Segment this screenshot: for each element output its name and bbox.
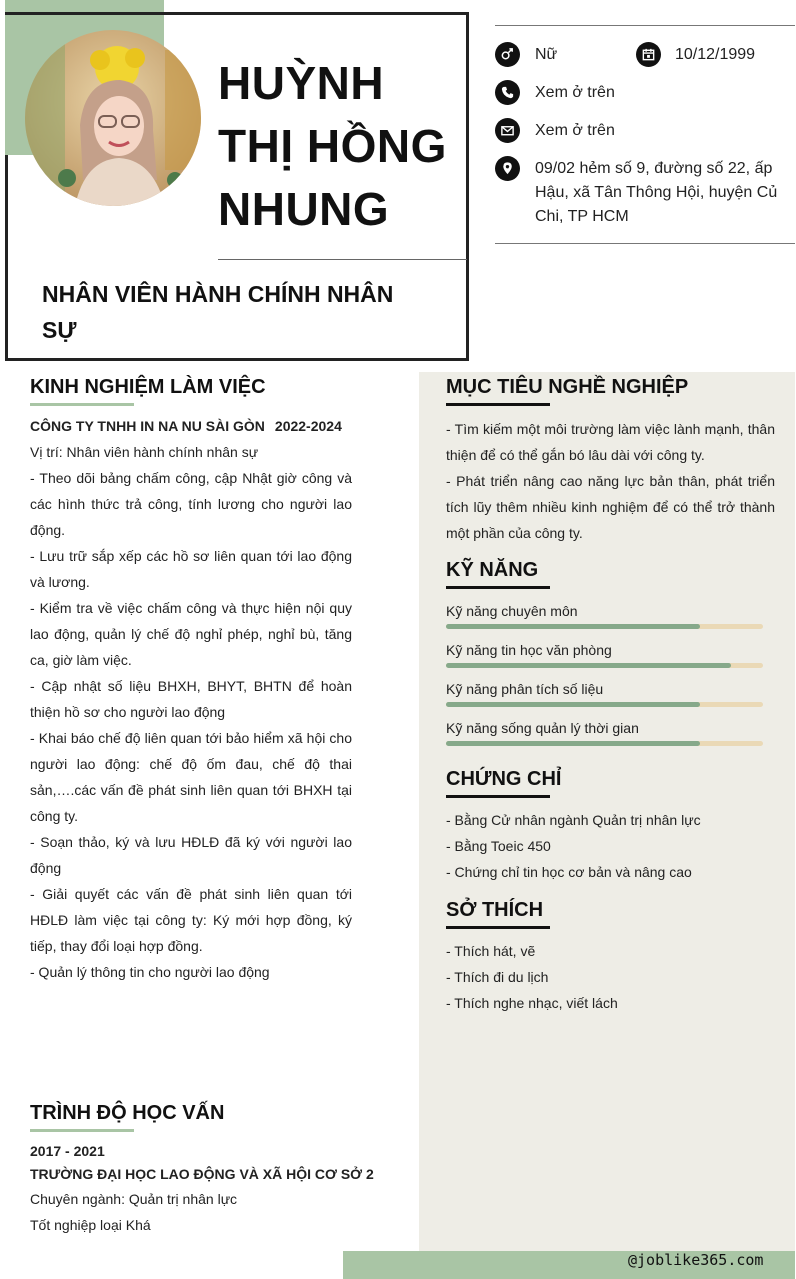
website-text[interactable]: @joblike365.com [628,1251,764,1269]
skill-bar-fill [446,702,700,707]
experience-item: - Theo dõi bảng chấm công, cập Nhật giờ công và các hình thức trả công, tính lương cho người lao động. [30,470,352,538]
avatar [25,30,201,206]
email-text: Xem ở trên [535,122,615,139]
education-underline [30,1129,134,1132]
education-title: TRÌNH ĐỘ HỌC VẤN [30,1102,225,1124]
experience-item: - Cập nhật số liệu BHXH, BHYT, BHTN để hoàn thiện hồ sơ cho người lao động [30,678,352,720]
address-text: 09/02 hẻm số 9, đường số 22, ấp Hậu, xã Tân Thông Hội, huyện Củ Chi, TP HCM [535,160,778,225]
experience-underline [30,403,134,406]
company-line [30,416,352,436]
certificate-item: - Chứng chỉ tin học cơ bản và nâng cao [446,864,692,880]
skill-bar [446,624,763,629]
skills-title: KỸ NĂNG [446,559,539,581]
skill-bar [446,663,763,668]
skill-bar-fill [446,663,731,668]
education-school: TRƯỜNG ĐẠI HỌC LAO ĐỘNG VÀ XÃ HỘI CƠ SỞ 2 [30,1166,374,1182]
name-line-2: THỊ HỒNG [218,120,447,172]
experience-section [30,416,352,985]
experience-item: - Soạn thảo, ký và lưu HĐLĐ đã ký với người lao động [30,834,352,876]
job-title: NHÂN VIÊN HÀNH CHÍNH NHÂN SỰ [42,281,394,343]
calendar-icon [636,42,661,67]
certificate-item: - Bằng Toeic 450 [446,838,551,854]
experience-title: KINH NGHIỆM LÀM VIỆC [30,376,266,398]
skill-label: Kỹ năng tin học văn phòng [446,642,612,658]
certificates-list [446,807,776,885]
hobbies-title: SỞ THÍCH [446,899,544,921]
experience-item: - Khai báo chế độ liên quan tới bảo hiểm xã hội cho người lao động: chế độ ốm đau, chế độ thai sản,….các vấn đề phát sinh liên quan tới BHXH tại công ty. [30,730,352,824]
company-years: 2022-2024 [274,418,342,434]
certificates-title: CHỨNG CHỈ [446,768,562,790]
header-frame-left [5,155,8,361]
objective-title: MỤC TIÊU NGHỀ NGHIỆP [446,376,689,398]
phone-text: Xem ở trên [535,84,615,101]
education-section [30,1140,390,1238]
objective-section [446,416,775,546]
location-icon [495,156,520,181]
experience-item: - Quản lý thông tin cho người lao động [30,964,270,980]
name-line-3: NHUNG [218,183,390,235]
hobby-item: - Thích nghe nhạc, viết lách [446,995,618,1011]
gender-icon [495,42,520,67]
contact-divider-top [495,25,795,26]
education-years: 2017 - 2021 [30,1143,105,1159]
certificate-item: - Bằng Cử nhân ngành Quản trị nhân lực [446,812,701,828]
hobby-item: - Thích đi du lịch [446,969,549,985]
education-major: Chuyên ngành: Quản trị nhân lực [30,1191,238,1207]
skill-bar-fill [446,741,700,746]
email-icon [495,118,520,143]
candidate-name [218,52,458,241]
hobbies-underline [446,926,550,929]
gender-text: Nữ [535,46,558,63]
name-line-1: HUỲNH [218,57,385,109]
objective-item: - Phát triển nâng cao năng lực bản thân, phát triển tích lũy thêm nhiều kinh nghiệm để có thể trở thành một phần của công ty. [446,473,775,541]
skills-underline [446,586,550,589]
objective-item: - Tìm kiếm một môi trường làm việc lành mạnh, thân thiện để có thể gắn bó lâu dài với công ty. [446,421,775,463]
hobby-item: - Thích hát, vẽ [446,943,536,959]
phone-icon [495,80,520,105]
position-text: Vị trí: Nhân viên hành chính nhân sự [30,444,259,460]
skill-bar-fill [446,624,700,629]
company-name: CÔNG TY TNHH IN NA NU SÀI GÒN [30,418,265,434]
objective-underline [446,403,550,406]
birthday-text: 10/12/1999 [675,46,756,63]
skill-label: Kỹ năng sống quản lý thời gian [446,720,639,736]
skill-bar [446,741,763,746]
hobbies-list [446,938,776,1016]
skill-bar [446,702,763,707]
certificates-underline [446,795,550,798]
experience-item: - Lưu trữ sắp xếp các hồ sơ liên quan tới lao động và lương. [30,548,352,590]
experience-item: - Kiểm tra về việc chấm công và thực hiện nội quy lao động, quản lý chế độ nghỉ phép, nghỉ bù, tăng ca, giờ làm việc. [30,600,352,668]
skill-label: Kỹ năng phân tích số liệu [446,681,604,697]
name-divider [218,259,467,260]
skill-label: Kỹ năng chuyên môn [446,603,578,619]
experience-item: - Giải quyết các vấn đề phát sinh liên quan tới HĐLĐ làm việc tại công ty: Ký mới hợp đồng, ký tiếp, thay đổi loại hợp đồng. [30,886,352,954]
education-grade: Tốt nghiệp loại Khá [30,1217,151,1233]
contact-divider-bottom [495,243,795,244]
